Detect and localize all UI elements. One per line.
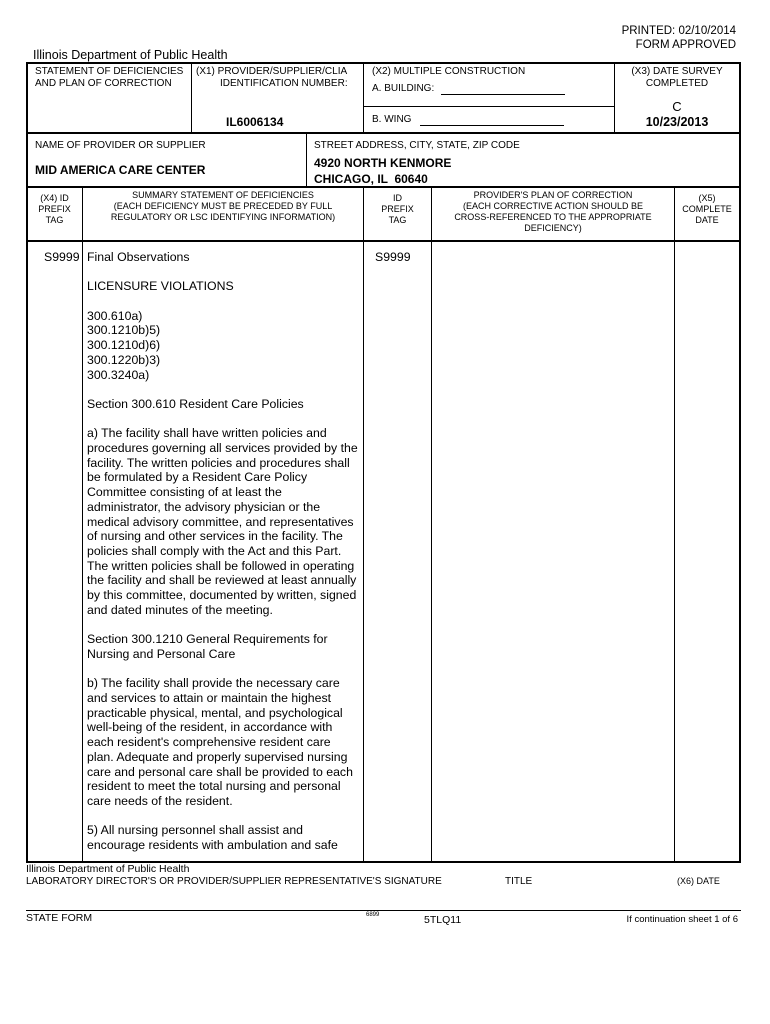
- deficiency-line: of nursing and other services in the facility. The: [87, 529, 343, 544]
- deficiency-line: Committee consisting of at least the: [87, 485, 282, 500]
- col-header-line: TAG: [388, 215, 407, 225]
- x3-label-line: (X3) DATE SURVEY: [631, 66, 723, 77]
- deficiency-line: care needs of the resident.: [87, 793, 233, 808]
- col-header-id: [364, 193, 431, 226]
- survey-date: 10/23/2013: [645, 115, 709, 129]
- deficiency-line: 300.3240a): [87, 367, 150, 382]
- statement-label-line: AND PLAN OF CORRECTION: [35, 78, 172, 89]
- deficiency-paragraph: [87, 250, 361, 265]
- identification-number: IL6006134: [226, 115, 284, 129]
- col-header-line: (X4) ID: [40, 193, 69, 203]
- divider: [26, 132, 741, 134]
- x3-label: [615, 66, 739, 90]
- deficiency-line: and services to attain or maintain the highest: [87, 691, 332, 705]
- deficiency-line: Final Observations: [87, 250, 190, 264]
- statement-label: [35, 66, 183, 90]
- wing-underline: [420, 115, 564, 126]
- deficiency-line: 5) All nursing personnel shall assist and: [87, 823, 303, 838]
- form-number: 6899: [366, 912, 380, 918]
- deficiency-line: Section 300.1210 General Requirements for: [87, 632, 328, 647]
- deficiency-paragraph: [87, 309, 361, 383]
- provider-name-label: NAME OF PROVIDER OR SUPPLIER: [35, 140, 206, 151]
- deficiency-paragraph: [87, 426, 361, 617]
- printed-date: PRINTED: 02/10/2014: [621, 25, 736, 37]
- deficiency-line: by this committee, documented by written, signed: [87, 588, 357, 603]
- col-header-x5: [675, 193, 739, 226]
- col-divider-id: [431, 187, 432, 862]
- street-address: 4920 NORTH KENMORE: [314, 156, 452, 170]
- deficiency-line: 300.1220b)3): [87, 352, 161, 367]
- x3-label-line: COMPLETED: [645, 78, 709, 89]
- col-header-line: COMPLETE: [682, 204, 732, 214]
- col-header-line: PREFIX: [38, 204, 71, 214]
- deficiency-paragraph: [87, 279, 361, 294]
- agency-title: Illinois Department of Public Health: [33, 48, 228, 62]
- address-label: STREET ADDRESS, CITY, STATE, ZIP CODE: [314, 140, 520, 151]
- deficiency-text: [87, 250, 361, 867]
- col-header-line: PREFIX: [381, 204, 414, 214]
- frame-left-line: [26, 62, 28, 862]
- deficiency-line: Nursing and Personal Care: [87, 646, 236, 661]
- deficiency-line: 300.1210b)5): [87, 323, 161, 338]
- building-label: A. BUILDING:: [372, 83, 435, 94]
- deficiency-line: resident to meet the total nursing and personal: [87, 779, 341, 794]
- prefix-tag-right: S9999: [375, 250, 411, 264]
- event-id: 5TLQ11: [424, 914, 462, 926]
- divider: [363, 62, 364, 132]
- deficiency-paragraph: [87, 632, 361, 661]
- deficiency-line: care and personal care shall be provided to each: [87, 764, 353, 779]
- deficiency-line: administrator, the advisory physician or the: [87, 499, 321, 514]
- divider: [26, 240, 741, 242]
- deficiency-paragraph: [87, 676, 361, 808]
- prefix-tag-left: S9999: [44, 250, 80, 264]
- x6-date-label: (X6) DATE: [677, 876, 720, 886]
- deficiency-line: policies shall comply with the Act and this Part.: [87, 544, 342, 558]
- col-divider-plan: [674, 187, 675, 862]
- deficiency-line: encourage residents with ambulation and safe: [87, 838, 338, 853]
- divider: [306, 133, 307, 187]
- wing-field[interactable]: [372, 114, 564, 126]
- deficiency-line: medical advisory committee, and representatives: [87, 514, 354, 529]
- state-form-label: STATE FORM: [26, 912, 93, 924]
- col-header-line: ID: [393, 193, 402, 203]
- building-underline: [441, 84, 565, 95]
- col-header-line: PROVIDER'S PLAN OF CORRECTION: [473, 190, 633, 200]
- deficiency-line: 300.610a): [87, 308, 143, 323]
- title-label: TITLE: [505, 876, 533, 887]
- frame-right-line: [739, 62, 741, 862]
- x1-label-line: IDENTIFICATION NUMBER:: [220, 78, 348, 89]
- col-header-line: (EACH CORRECTIVE ACTION SHOULD BE: [462, 201, 644, 211]
- col-header-line: SUMMARY STATEMENT OF DEFICIENCIES: [132, 190, 314, 200]
- deficiency-line: The written policies shall be followed in operating: [87, 558, 355, 573]
- deficiency-line: each resident's comprehensive resident care: [87, 735, 331, 750]
- x2-label: (X2) MULTIPLE CONSTRUCTION: [372, 66, 526, 77]
- deficiency-line: LICENSURE VIOLATIONS: [87, 279, 234, 294]
- deficiency-line: the facility and shall be reviewed at least annually: [87, 573, 357, 588]
- deficiency-line: procedures governing all services provided by the: [87, 441, 358, 456]
- deficiency-line: plan. Adequate and properly supervised nursing: [87, 749, 348, 764]
- col-header-plan: [432, 190, 674, 234]
- deficiency-paragraph: [87, 823, 361, 852]
- signature-label: LABORATORY DIRECTOR'S OR PROVIDER/SUPPLIER REPRESENTATIVE'S SIGNATURE: [26, 876, 442, 887]
- frame-top-line: [26, 62, 741, 64]
- deficiency-line: 300.1210d)6): [87, 338, 161, 353]
- deficiency-line: facility. The written policies and procedures shall: [87, 455, 350, 470]
- deficiency-line: practicable physical, mental, and psychological: [87, 705, 343, 720]
- divider: [191, 62, 192, 132]
- deficiency-line: and dated minutes of the meeting.: [87, 602, 273, 617]
- continuation-sheet: If continuation sheet 1 of 6: [626, 914, 738, 925]
- building-field[interactable]: [372, 83, 565, 95]
- col-header-line: (EACH DEFICIENCY MUST BE PRECEDED BY FULL: [113, 201, 333, 211]
- form-approved: FORM APPROVED: [635, 39, 736, 51]
- col-header-line: REGULATORY OR LSC IDENTIFYING INFORMATION): [110, 212, 336, 222]
- col-header-line: DATE: [695, 215, 719, 225]
- x1-label-line: (X1) PROVIDER/SUPPLIER/CLIA: [196, 66, 348, 77]
- survey-code: C: [672, 99, 682, 114]
- deficiency-line: b) The facility shall provide the necessary care: [87, 676, 340, 691]
- divider: [26, 186, 741, 188]
- wing-label: B. WING: [372, 114, 412, 125]
- statement-label-line: STATEMENT OF DEFICIENCIES: [35, 66, 184, 77]
- col-header-line: DEFICIENCY): [524, 223, 582, 233]
- col-header-x4: [27, 193, 82, 226]
- deficiency-paragraph: [87, 397, 361, 412]
- divider: [363, 106, 614, 107]
- col-header-line: TAG: [45, 215, 64, 225]
- provider-name: MID AMERICA CARE CENTER: [35, 163, 206, 177]
- city-state-zip: CHICAGO, IL 60640: [314, 172, 428, 186]
- deficiency-line: Section 300.610 Resident Care Policies: [87, 396, 304, 411]
- col-header-line: (X5): [698, 193, 716, 203]
- footer-rule: [26, 910, 741, 911]
- deficiency-line: well-being of the resident, in accordance with: [87, 720, 333, 735]
- footer-agency: Illinois Department of Public Health: [26, 863, 190, 875]
- col-divider-summary: [363, 187, 364, 862]
- col-header-line: CROSS-REFERENCED TO THE APPROPRIATE: [454, 212, 652, 222]
- col-divider-x4: [82, 187, 83, 862]
- deficiency-line: be formulated by a Resident Care Policy: [87, 470, 308, 485]
- x1-label: [196, 66, 348, 90]
- col-header-summary: [83, 190, 363, 223]
- deficiency-line: a) The facility shall have written policies and: [87, 426, 327, 441]
